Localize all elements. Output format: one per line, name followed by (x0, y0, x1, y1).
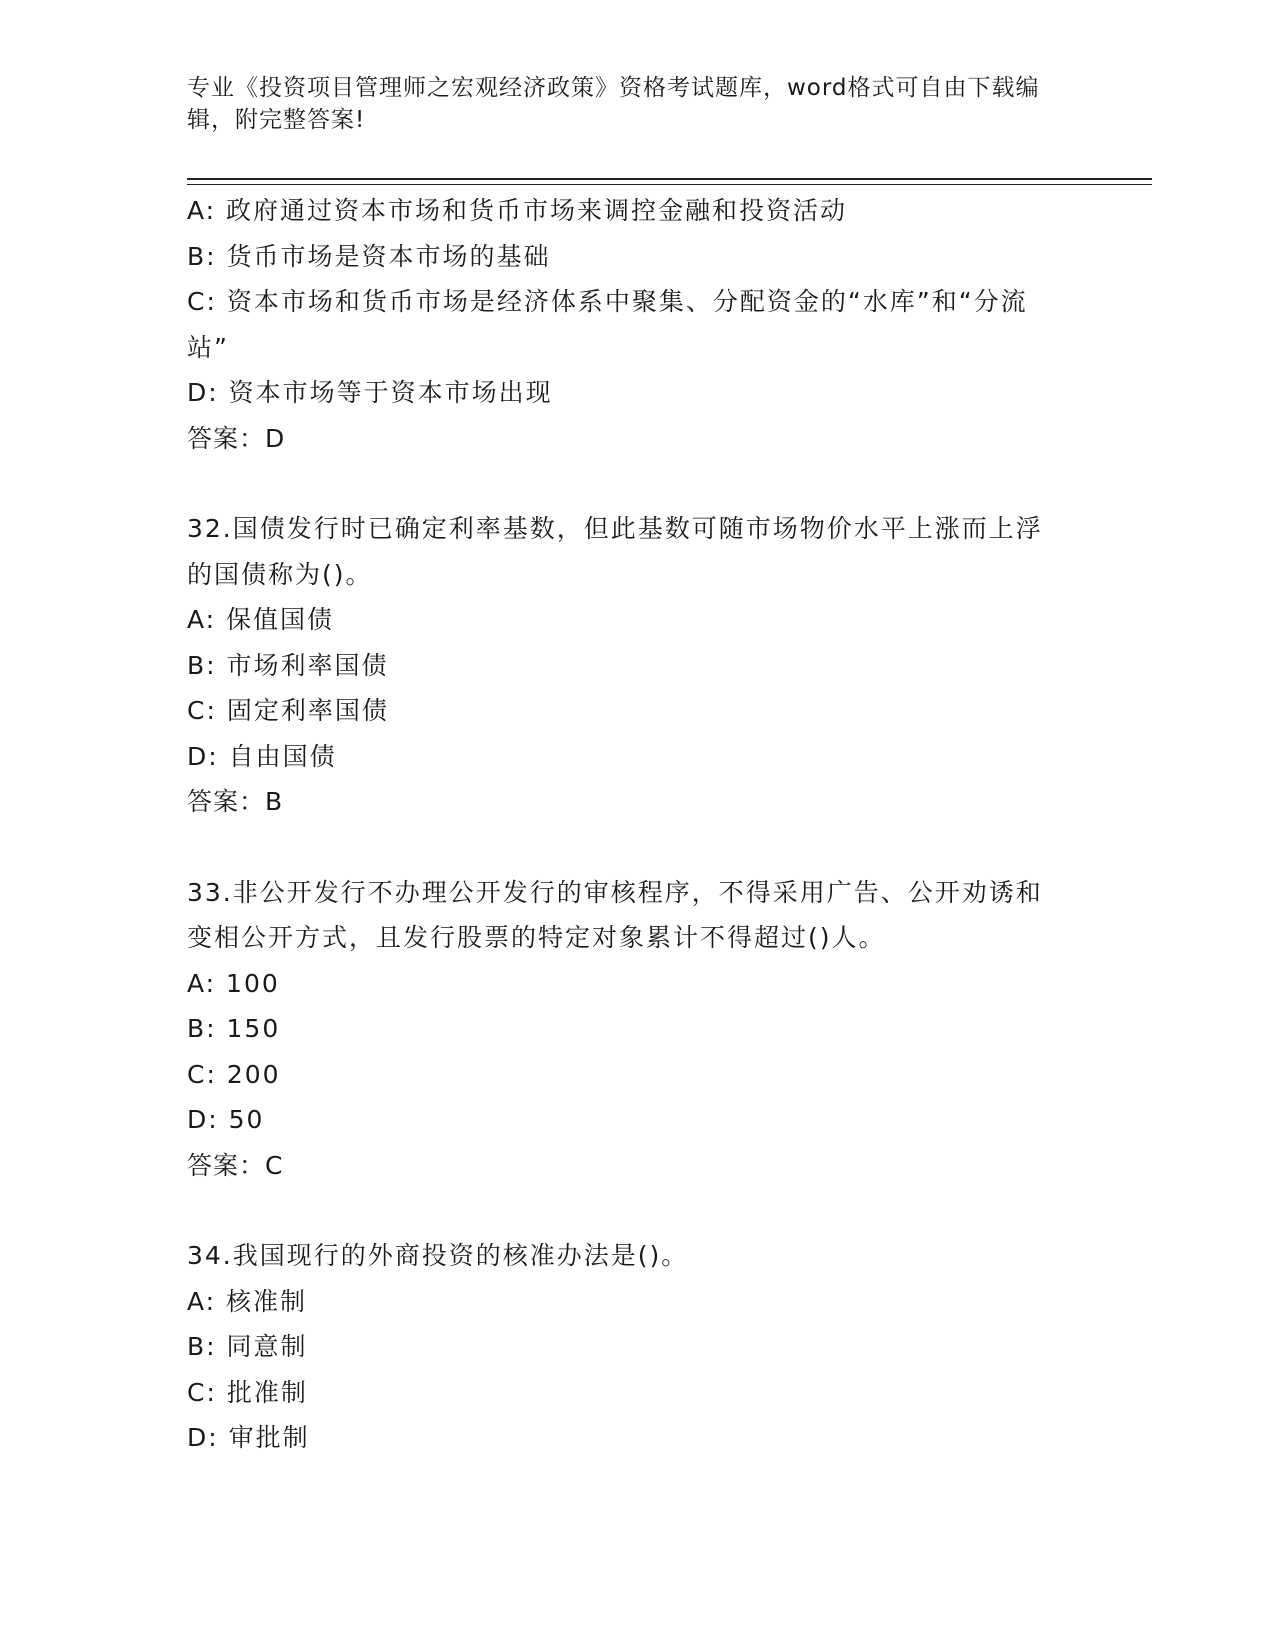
option-a: A: 核准制 (187, 1286, 308, 1316)
question-31-continued (187, 188, 1087, 461)
question-34 (187, 1233, 1087, 1461)
header-divider-thick (187, 178, 1152, 180)
answer: 答案：C (187, 1150, 284, 1180)
question-stem: 32.国债发行时已确定利率基数，但此基数可随市场物价水平上涨而上浮的国债称为()。 (187, 514, 1043, 589)
option-b: B: 货币市场是资本市场的基础 (187, 241, 551, 271)
question-stem: 34.我国现行的外商投资的核准办法是()。 (187, 1241, 689, 1270)
option-c: C: 200 (187, 1059, 281, 1089)
option-b: B: 150 (187, 1014, 281, 1043)
header-divider-thin (187, 184, 1152, 185)
option-a: A: 政府通过资本市场和货币市场来调控金融和投资活动 (187, 196, 848, 225)
question-list (187, 188, 1087, 1461)
option-d: D: 自由国债 (187, 741, 337, 771)
answer: 答案：B (187, 787, 284, 816)
question-32 (187, 506, 1087, 825)
option-d: D: 资本市场等于资本市场出现 (187, 378, 553, 407)
option-d: D: 50 (187, 1105, 265, 1134)
question-stem: 33.非公开发行不办理公开发行的审核程序，不得采用广告、公开劝诱和变相公开方式，且发行股票的特定对象累计不得超过()人。 (187, 877, 1043, 952)
option-c: C: 资本市场和货币市场是经济体系中聚集、分配资金的“水库”和“分流站” (187, 287, 1028, 362)
option-c: C: 固定利率国债 (187, 696, 389, 725)
option-c: C: 批准制 (187, 1377, 308, 1407)
option-b: B: 同意制 (187, 1332, 308, 1361)
answer: 答案：D (187, 423, 286, 453)
option-a: A: 保值国债 (187, 605, 335, 634)
option-a: A: 100 (187, 968, 280, 998)
document-header: 专业《投资项目管理师之宏观经济政策》资格考试题库，word格式可自由下载编辑，附完整答案! (187, 75, 1040, 133)
option-d: D: 审批制 (187, 1423, 310, 1452)
option-b: B: 市场利率国债 (187, 650, 389, 680)
question-33 (187, 870, 1087, 1189)
